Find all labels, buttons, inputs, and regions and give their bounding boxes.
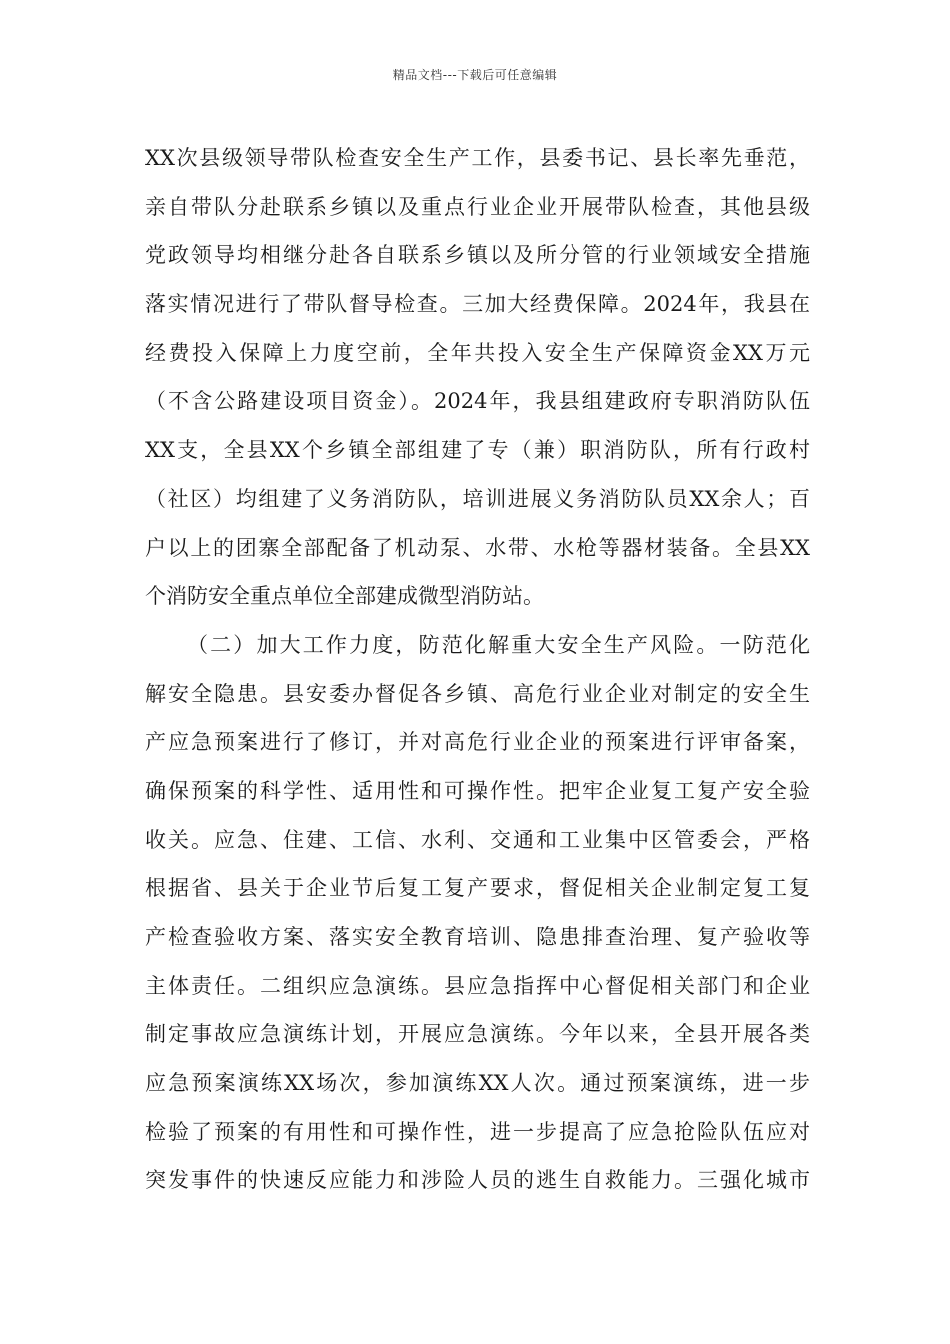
- text-line: 应急预案演练XX场次，参加演练XX人次。通过预案演练，进一步: [145, 1071, 810, 1096]
- text-line: 户以上的团寨全部配备了机动泵、水带、水枪等器材装备。全县XX: [145, 535, 810, 560]
- text-line: （不含公路建设项目资金）。2024年，我县组建政府专职消防队伍: [145, 389, 810, 414]
- text-line: 突发事件的快速反应能力和涉险人员的逃生自救能力。三强化城市: [145, 1168, 810, 1193]
- text-line: 收关。应急、住建、工信、水利、交通和工业集中区管委会，严格: [145, 827, 810, 852]
- section-heading-line: （二）加大工作力度，防范化解重大安全生产风险。一防范化: [187, 632, 810, 657]
- text-line: 根据省、县关于企业节后复工复产要求，督促相关企业制定复工复: [145, 876, 810, 901]
- text-line: （社区）均组建了义务消防队，培训进展义务消防队员XX余人；百: [145, 486, 810, 511]
- text-line: 主体责任。二组织应急演练。县应急指挥中心督促相关部门和企业: [145, 973, 810, 998]
- text-line: 确保预案的科学性、适用性和可操作性。把牢企业复工复产安全验: [145, 778, 810, 803]
- text-line: 经费投入保障上力度空前，全年共投入安全生产保障资金XX万元: [145, 340, 810, 365]
- document-header: 精品文档---下载后可任意编辑: [392, 68, 558, 82]
- text-line: 制定事故应急演练计划，开展应急演练。今年以来，全县开展各类: [145, 1022, 810, 1047]
- text-line: 解安全隐患。县安委办督促各乡镇、高危行业企业对制定的安全生: [145, 681, 810, 706]
- text-line: XX次县级领导带队检查安全生产工作，县委书记、县长率先垂范，: [145, 146, 810, 170]
- text-line: XX支，全县XX个乡镇全部组建了专（兼）职消防队，所有行政村: [145, 438, 810, 463]
- document-body: [145, 134, 810, 1205]
- text-line: 党政领导均相继分赴各自联系乡镇以及所分管的行业领域安全措施: [145, 243, 810, 268]
- paragraph-end-line: 个消防安全重点单位全部建成微型消防站。: [145, 584, 544, 609]
- text-line: 产应急预案进行了修订，并对高危行业企业的预案进行评审备案，: [145, 730, 810, 755]
- text-line: 产检查验收方案、落实安全教育培训、隐患排查治理、复产验收等: [145, 925, 810, 949]
- text-line: 检验了预案的有用性和可操作性，进一步提高了应急抢险队伍应对: [145, 1119, 810, 1144]
- text-line: 亲自带队分赴联系乡镇以及重点行业企业开展带队检查，其他县级: [145, 194, 810, 219]
- text-line: 落实情况进行了带队督导检查。三加大经费保障。2024年，我县在: [145, 292, 810, 317]
